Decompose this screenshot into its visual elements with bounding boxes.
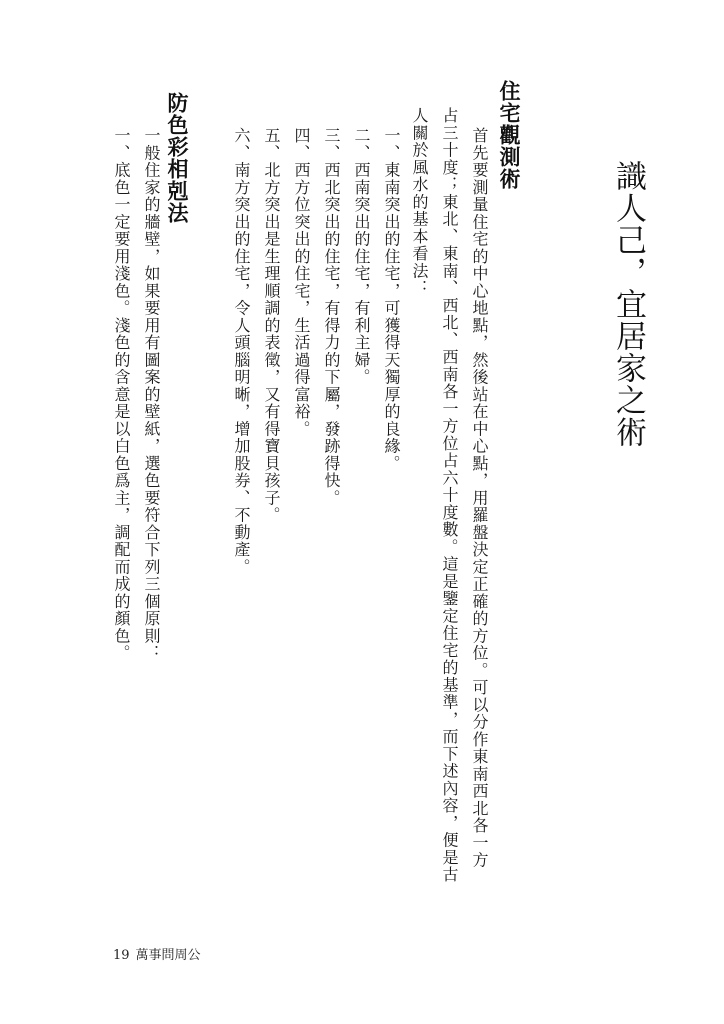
paragraph-line: 人關於風水的基本看法： (410, 107, 429, 297)
paragraph-line: 一般住家的牆壁，如果要用有圖案的壁紙，選色要符合下列三個原則： (142, 127, 161, 662)
section-heading-color-clash: 防色彩相剋法 (165, 92, 190, 224)
list-item: 二、西南突出的住宅，有利主婦。 (352, 127, 371, 386)
list-item: 四、西方位突出的住宅，生活過得富裕。 (292, 127, 311, 438)
page-footer (113, 944, 207, 963)
list-item: 五、北方突出是生理順調的表徵，又有得寶貝孩子。 (262, 127, 281, 524)
list-item: 三、西北突出的住宅，有得力的下屬，發跡得快。 (322, 127, 341, 507)
page-number: 19 (113, 948, 130, 963)
chapter-title: 識人己，宜居家之術 (610, 160, 646, 448)
paragraph-line: 占三十度；東北、東南、西北、西南各一方位占六十度數。這是鑒定住宅的基準，而下述內容，便是古 (440, 107, 459, 884)
book-title: 萬事問周公 (135, 948, 201, 963)
list-item: 六、南方突出的住宅，令人頭腦明晰，增加股券、不動產。 (232, 127, 251, 576)
paragraph-line: 首先要測量住宅的中心地點，然後站在中心點，用羅盤決定正確的方位。可以分作東南西北各一方 (470, 127, 489, 869)
section-heading-house-survey: 住宅觀測術 (497, 80, 522, 190)
list-item: 一、東南突出的住宅，可獲得天獨厚的良緣。 (382, 127, 401, 472)
list-item: 一、底色一定要用淺色。淺色的含意是以白色爲主，調配而成的顏色。 (112, 127, 131, 662)
